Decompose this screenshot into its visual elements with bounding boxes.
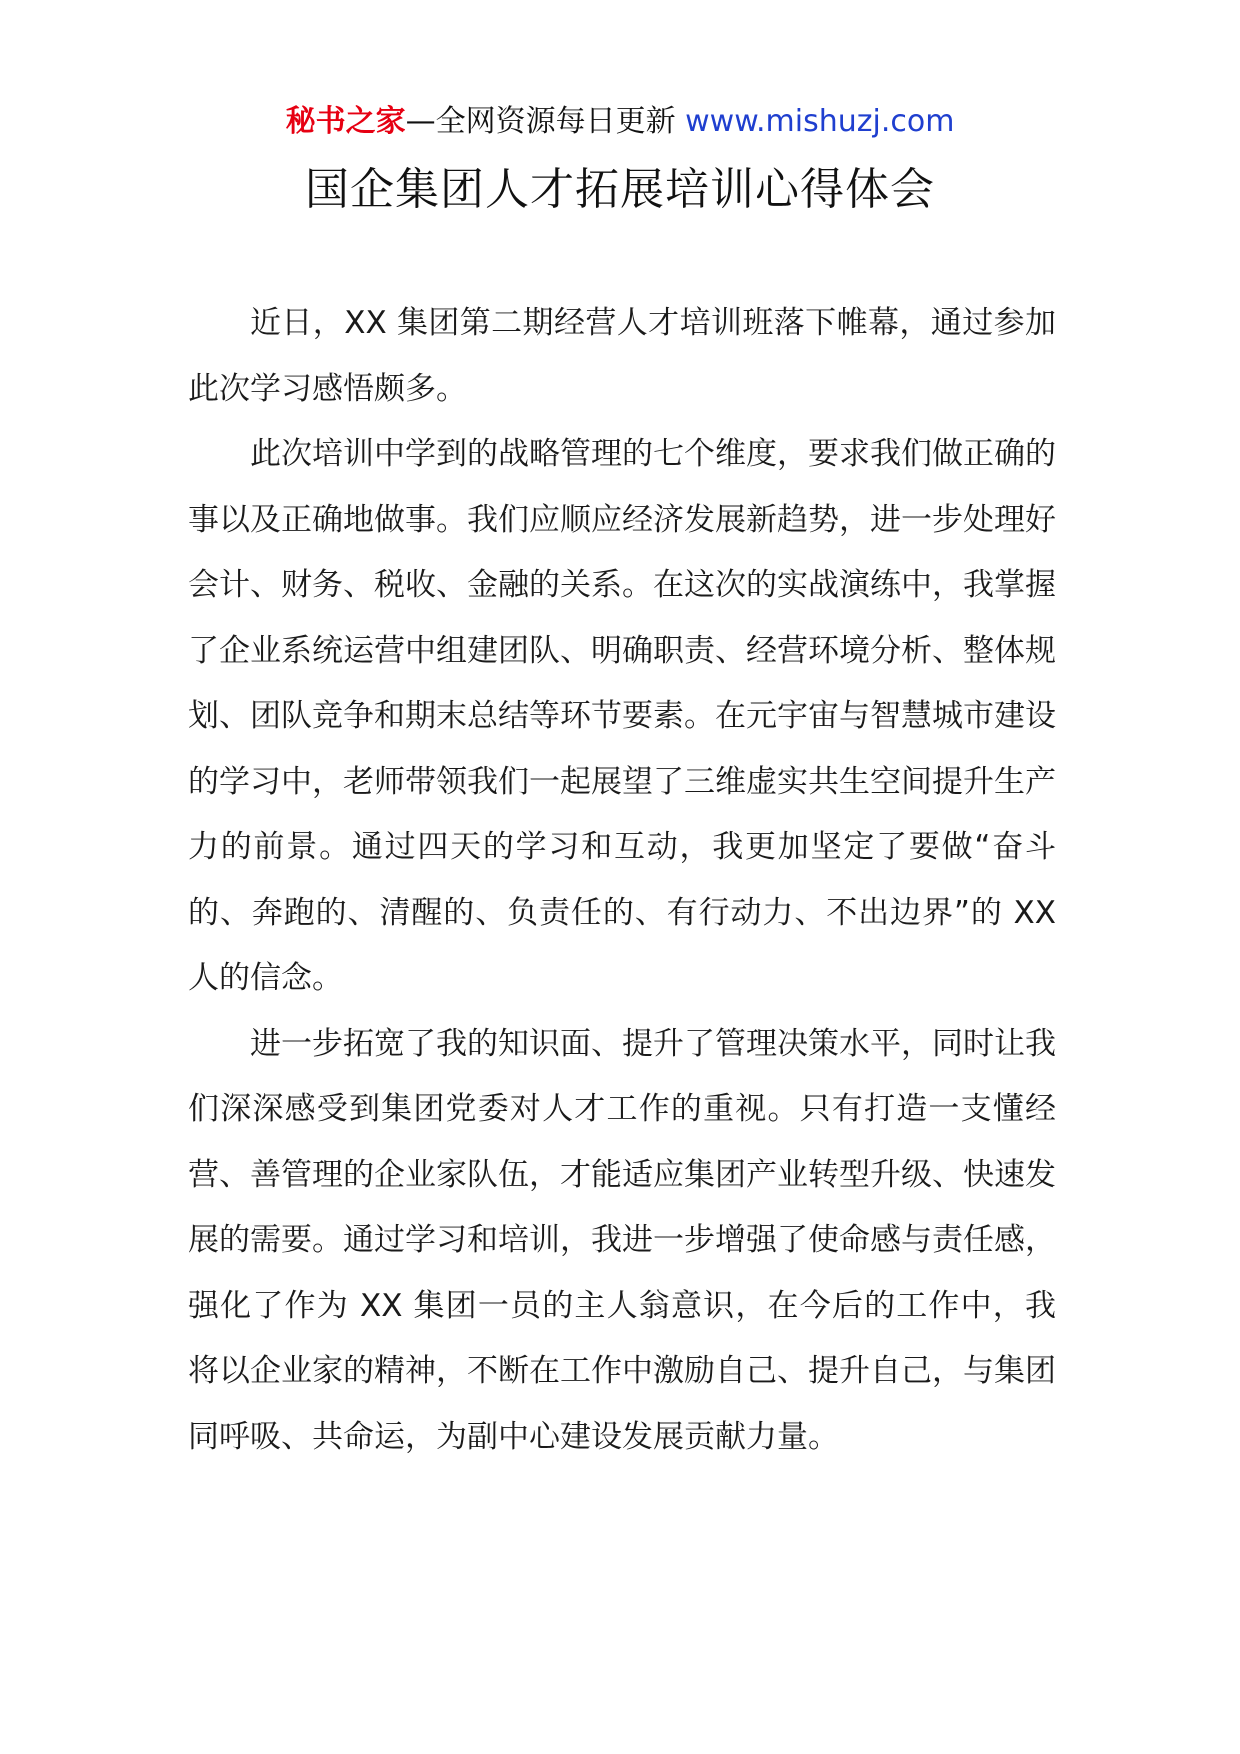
site-url-link[interactable]: www.mishuzj.com — [685, 104, 955, 139]
paragraph-2: 此次培训中学到的战略管理的七个维度，要求我们做正确的事以及正确地做事。我们应顺应经济发展新趋势，进一步处理好会计、财务、税收、金融的关系。在这次的实战演练中，我掌握了企业系统运营中组建团队、明确职责、经营环境分析、整体规划、团队竞争和期末总结等环节要素。在元宇宙与智慧城市建设的学习中，老师带领我们一起展望了三维虚实共生空间提升生产力的前景。通过四天的学习和互动，我更加坚定了要做“奋斗的、奔跑的、清醒的、负责任的、有行动力、不出边界”的 XX 人的信念。 — [188, 436, 1056, 996]
document-body — [188, 291, 1056, 1470]
document-title: 国企集团人才拓展培训心得体会 — [305, 164, 935, 215]
paragraph-1: 近日，XX 集团第二期经营人才培训班落下帷幕，通过参加此次学习感悟颇多。 — [188, 305, 1056, 407]
paragraph-3: 进一步拓宽了我的知识面、提升了管理决策水平，同时让我们深深感受到集团党委对人才工作的重视。只有打造一支懂经营、善管理的企业家队伍，才能适应集团产业转型升级、快速发展的需要。通过学习和培训，我进一步增强了使命感与责任感，强化了作为 XX 集团一员的主人翁意识，在今后的工作中，我将以企业家的精神，不断在工作中激励自己、提升自己，与集团同呼吸、共命运，为副中心建设发展贡献力量。 — [188, 1025, 1056, 1455]
header-tagline: —全网资源每日更新 — [405, 104, 686, 139]
site-header — [0, 102, 1240, 142]
brand-name: 秘书之家 — [285, 104, 406, 139]
